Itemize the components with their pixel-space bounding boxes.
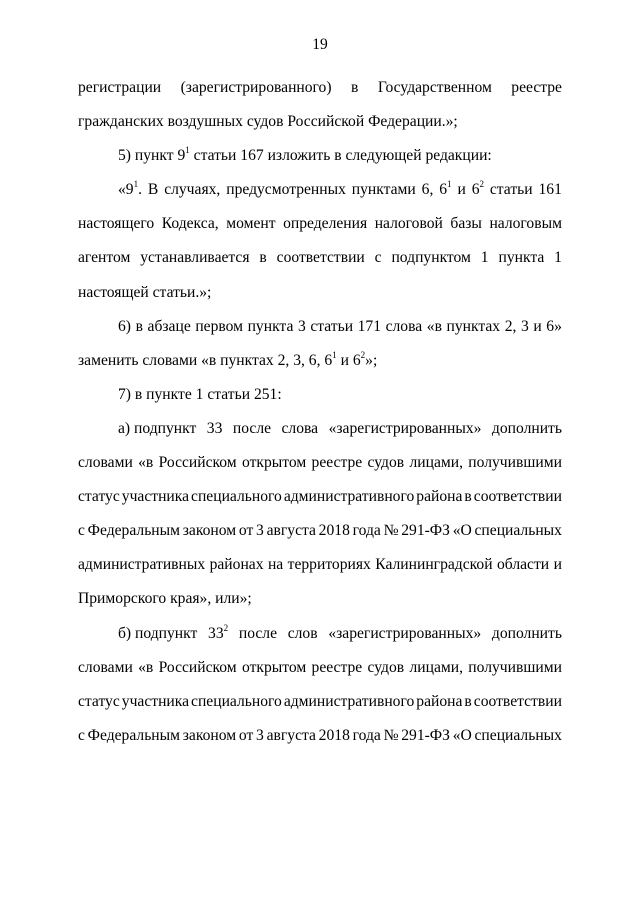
word: после: [238, 624, 278, 642]
word: 6»: [546, 317, 562, 335]
word: района: [416, 488, 463, 506]
text-line: [78, 514, 562, 548]
word: территориях: [287, 556, 371, 574]
word: слова: [385, 317, 423, 335]
word: области: [497, 556, 550, 574]
paragraph-item-7: 7) в пункте 1 статьи 251:: [118, 385, 282, 403]
word: открытом: [241, 658, 307, 676]
word: слова: [281, 419, 319, 437]
paragraph-item-5: [78, 139, 562, 173]
word: законом: [182, 522, 237, 540]
word: налоговым: [489, 215, 562, 233]
word: дополнить: [491, 419, 562, 437]
superscript: 2: [479, 179, 484, 190]
word: «зарегистрированных»: [328, 624, 482, 642]
word: Российском: [158, 454, 237, 472]
subitem-a: [78, 412, 562, 446]
superscript: 2: [223, 622, 229, 633]
word: 291-ФЗ: [401, 522, 450, 540]
word: словами: [78, 658, 133, 676]
paragraph-item-6: [78, 310, 562, 344]
word: лицами,: [409, 658, 463, 676]
word: (зарегистрированного): [180, 79, 332, 96]
document-body: [78, 71, 562, 753]
word: 3: [256, 726, 264, 744]
word: 6): [118, 317, 131, 335]
word: 33: [206, 419, 223, 437]
word: 1: [480, 249, 489, 267]
word: получившими: [468, 658, 562, 676]
word: в: [464, 488, 472, 506]
word: с: [78, 522, 85, 540]
word: административного: [283, 692, 415, 710]
text-line: [78, 651, 562, 685]
word: реестре: [311, 454, 363, 472]
word: открытом: [241, 454, 307, 472]
word: на: [267, 556, 284, 574]
word: и: [457, 181, 466, 199]
word: Федеральным: [87, 726, 181, 744]
text-line: [78, 719, 562, 753]
word: и: [533, 317, 542, 335]
word: агентом: [78, 249, 131, 267]
word: получившими: [468, 454, 562, 472]
word: «в: [426, 317, 442, 335]
word: специальных: [474, 726, 562, 744]
text-line: [78, 685, 562, 719]
word: статус: [78, 488, 120, 506]
word: б) подпункт: [118, 624, 198, 642]
text-line: [78, 173, 562, 207]
word: в: [464, 692, 472, 710]
word: судов: [367, 658, 405, 676]
word: 6,: [421, 181, 434, 199]
word: «О: [452, 522, 472, 540]
word: реестре: [511, 79, 562, 96]
text-line: [78, 446, 562, 480]
word: года: [352, 522, 381, 540]
word: законом: [182, 726, 237, 744]
word: случаях,: [164, 181, 221, 199]
page-number: 19: [312, 36, 328, 53]
word: №: [383, 726, 399, 744]
text-line: Приморского края», или»;: [78, 590, 252, 608]
word: 161: [538, 181, 562, 199]
word: словами: [78, 454, 133, 472]
text-line: [78, 207, 562, 241]
word: В: [147, 181, 159, 199]
word: 2018: [318, 726, 350, 744]
word: от: [238, 522, 254, 540]
word: устанавливается: [140, 249, 250, 267]
text-line: [78, 548, 562, 582]
word: Кодекса,: [161, 215, 219, 233]
superscript: 1: [332, 349, 337, 360]
word: 171: [357, 317, 382, 335]
word: в: [135, 317, 143, 335]
word: лицами,: [409, 454, 463, 472]
word: в: [259, 249, 267, 267]
word: административного: [283, 488, 415, 506]
word: административных: [78, 556, 206, 574]
text-line: [78, 241, 562, 275]
word: с: [374, 249, 382, 267]
word: первом: [195, 317, 243, 335]
word: Федеральным: [87, 522, 181, 540]
word: Калининградской: [375, 556, 493, 574]
word: пункта: [247, 317, 294, 335]
word: Российском: [158, 658, 237, 676]
word: реестре: [311, 658, 363, 676]
word: судов: [367, 454, 405, 472]
word: соответствии: [473, 692, 562, 710]
text-line: гражданских воздушных судов Российской Федерации.»;: [78, 113, 458, 131]
subitem-b: [78, 617, 562, 651]
word: а) подпункт: [118, 419, 197, 437]
word: соответствии: [276, 249, 365, 267]
word: дополнить: [491, 624, 562, 642]
word: участника: [121, 488, 190, 506]
word-part: 6: [471, 181, 480, 199]
word: настоящего: [78, 215, 155, 233]
word: [118, 173, 142, 207]
text-segment: »;: [365, 351, 378, 369]
word: 3: [520, 317, 529, 335]
word: «О: [452, 726, 472, 744]
word: определения: [283, 215, 368, 233]
word: подпунктом: [391, 249, 471, 267]
word: участника: [121, 692, 190, 710]
word: статус: [78, 692, 120, 710]
word: 2,: [504, 317, 517, 335]
word-part: «9: [118, 181, 134, 199]
word: 2018: [318, 522, 350, 540]
word: августа: [266, 726, 316, 744]
word: налоговой: [374, 215, 443, 233]
word: статьи: [489, 181, 533, 199]
word: момент: [226, 215, 276, 233]
word-part: 33: [208, 624, 224, 642]
text-segment: статьи 167 изложить в следующей редакции:: [189, 147, 492, 165]
word: района: [416, 692, 463, 710]
word-part: 6: [439, 181, 448, 199]
word: №: [383, 522, 399, 540]
word: предусмотренных: [226, 181, 346, 199]
text-line: [78, 71, 562, 105]
text-line: настоящей статьи.»;: [78, 283, 212, 301]
word: в: [351, 79, 359, 96]
word: 1: [554, 249, 562, 267]
text-segment: и 6: [336, 351, 361, 369]
word: статьи: [310, 317, 354, 335]
word: специального: [191, 692, 282, 710]
word: 3: [297, 317, 306, 335]
word: года: [352, 726, 381, 744]
word: [208, 617, 228, 651]
superscript: 2: [360, 349, 366, 360]
word: специальных: [474, 522, 562, 540]
word: пункта: [498, 249, 545, 267]
word: регистрации: [78, 79, 162, 96]
text-segment: заменить словами «в пунктах 2, 3, 6, 6: [78, 351, 333, 369]
word: специального: [191, 488, 282, 506]
text-line: [78, 344, 562, 378]
superscript: 1: [185, 145, 190, 156]
word: «в: [138, 454, 154, 472]
text-segment: 5) пункт 9: [118, 147, 186, 165]
word: [439, 173, 451, 207]
word: 3: [256, 522, 264, 540]
superscript: 1: [133, 179, 139, 190]
word: 291-ФЗ: [401, 726, 450, 744]
word: базы: [450, 215, 482, 233]
word: соответствии: [473, 488, 562, 506]
word: районах: [209, 556, 264, 574]
word: «зарегистрированных»: [328, 419, 482, 437]
word: после: [232, 419, 272, 437]
word: Государственном: [377, 79, 492, 96]
word: пунктами: [351, 181, 416, 199]
word: «в: [138, 658, 154, 676]
word: с: [78, 726, 85, 744]
superscript: 1: [447, 179, 452, 190]
word: и: [553, 556, 562, 574]
text-line: [78, 480, 562, 514]
word: абзаце: [147, 317, 191, 335]
word: пунктах: [446, 317, 501, 335]
word-part: .: [138, 181, 142, 199]
word: слов: [287, 624, 318, 642]
word: августа: [266, 522, 316, 540]
word: [472, 173, 484, 207]
word: от: [238, 726, 254, 744]
